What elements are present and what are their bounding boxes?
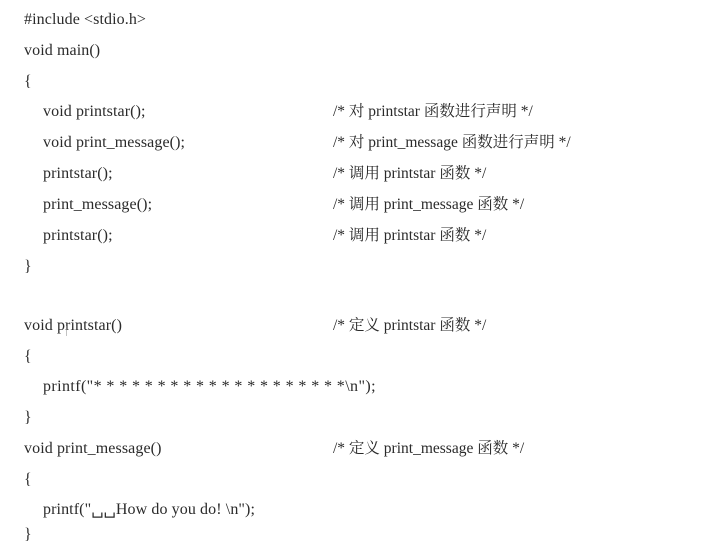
code-line-define-print-message	[0, 434, 706, 464]
code-text: {	[24, 73, 32, 90]
code-text: void printstar();	[43, 103, 146, 120]
code-line-main-close-brace	[0, 252, 706, 282]
code-text: void main()	[24, 42, 101, 59]
code-line-call-printstar-again	[0, 221, 706, 251]
code-text: {	[24, 348, 32, 365]
code-line-define-printstar	[0, 311, 706, 341]
text-cursor-icon	[66, 326, 72, 336]
code-comment: /* 定义 print_message 函数 */	[333, 440, 525, 457]
code-line-include	[0, 5, 706, 35]
code-comment: /* 调用 printstar 函数 */	[333, 165, 487, 182]
code-text: void print_message()	[24, 440, 162, 457]
code-text: }	[24, 258, 32, 275]
code-text: {	[24, 471, 32, 488]
code-line-print-message-close-brace	[0, 520, 706, 550]
code-text: #include <stdio.h>	[24, 11, 147, 28]
code-line-declare-printstar	[0, 97, 706, 127]
code-text: }	[24, 526, 32, 543]
code-line-printf-stars	[0, 372, 706, 402]
code-text: printf("␣␣How do you do! \n");	[43, 501, 256, 518]
code-comment: /* 调用 print_message 函数 */	[333, 196, 525, 213]
code-text: printstar();	[43, 165, 113, 182]
code-text: void print_message();	[43, 134, 186, 151]
code-line-print-message-open-brace	[0, 465, 706, 495]
code-line-call-printstar	[0, 159, 706, 189]
code-line-main-signature	[0, 36, 706, 66]
code-comment: /* 对 printstar 函数进行声明 */	[333, 103, 533, 120]
code-comment: /* 调用 printstar 函数 */	[333, 227, 487, 244]
code-line-main-open-brace	[0, 67, 706, 97]
code-comment: /* 对 print_message 函数进行声明 */	[333, 134, 571, 151]
code-line-printstar-close-brace	[0, 403, 706, 433]
code-text: print_message();	[43, 196, 153, 213]
code-line-printstar-open-brace	[0, 342, 706, 372]
code-comment: /* 定义 printstar 函数 */	[333, 317, 487, 334]
code-text: }	[24, 409, 32, 426]
code-text: printstar();	[43, 227, 113, 244]
code-text: printf("* * * * * * * * * * * * * * * * * * * *\n");	[43, 378, 376, 395]
code-line-declare-print-message	[0, 128, 706, 158]
code-text: void printstar()	[24, 317, 123, 334]
code-line-call-print-message	[0, 190, 706, 220]
